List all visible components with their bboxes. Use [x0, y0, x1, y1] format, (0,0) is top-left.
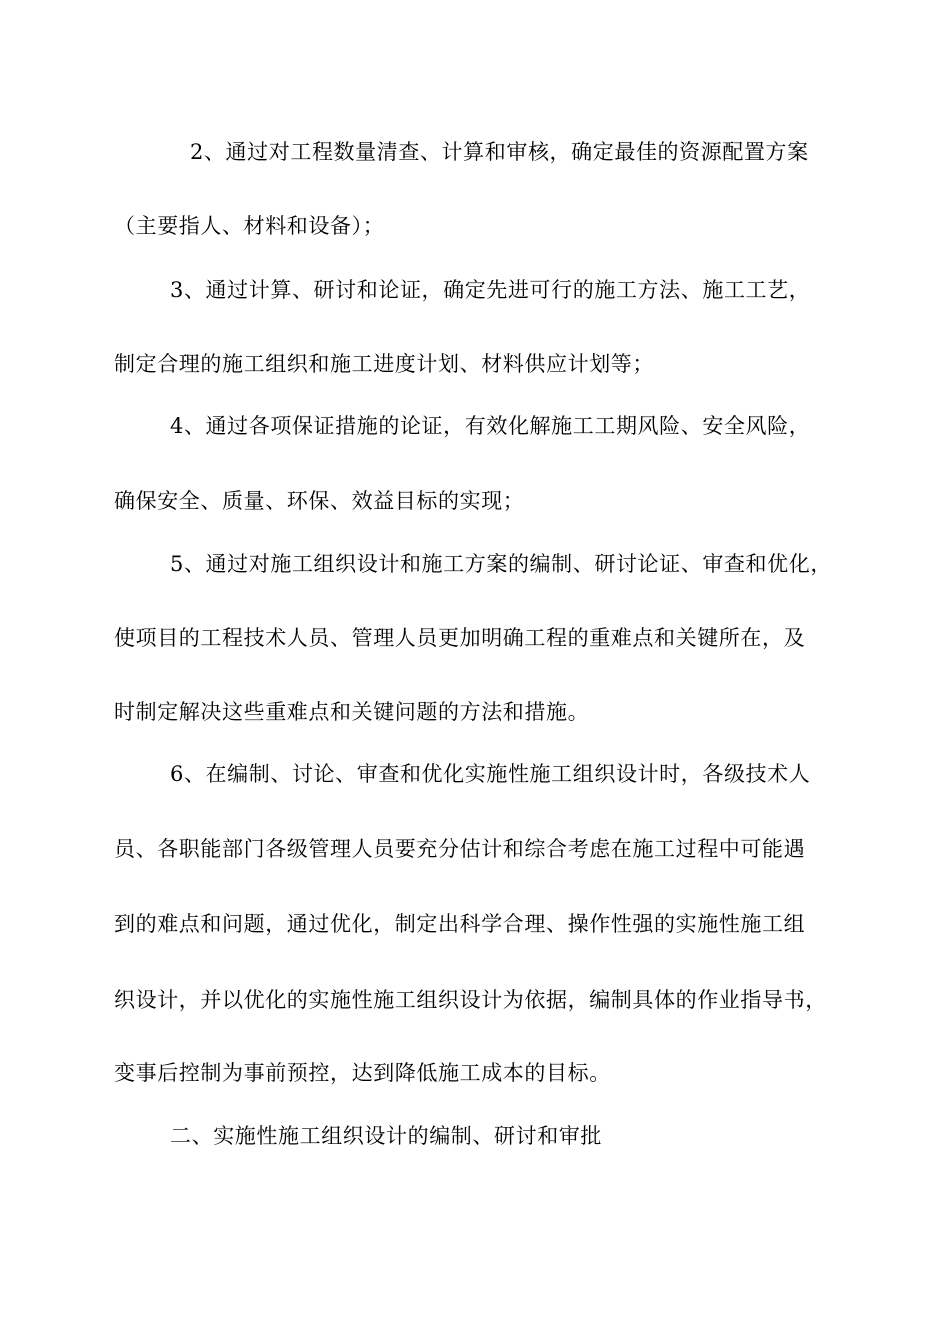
paragraph-5-line-1: 5、通过对施工组织设计和施工方案的编制、研讨论证、审查和优化， — [170, 552, 832, 576]
paragraph-6-line-3: 到的难点和问题，通过优化，制定出科学合理、操作性强的实施性施工组 — [114, 912, 806, 936]
paragraph-2-line-2: （主要指人、材料和设备）； — [114, 214, 385, 238]
paragraph-5-line-3: 时制定解决这些重难点和关键问题的方法和措施。 — [114, 700, 590, 724]
paragraph-5-line-2: 使项目的工程技术人员、管理人员更加明确工程的重难点和关键所在，及 — [114, 626, 806, 650]
paragraph-3-line-1: 3、通过计算、研讨和论证，确定先进可行的施工方法、施工工艺， — [170, 278, 811, 302]
paragraph-4-line-2: 确保安全、质量、环保、效益目标的实现； — [114, 489, 525, 513]
paragraph-4-line-1: 4、通过各项保证措施的论证，有效化解施工工期风险、安全风险， — [170, 414, 811, 438]
paragraph-3-line-2: 制定合理的施工组织和施工进度计划、材料供应计划等； — [114, 352, 654, 376]
paragraph-6-line-2: 员、各职能部门各级管理人员要充分估计和综合考虑在施工过程中可能遇 — [114, 837, 806, 861]
paragraph-6-line-1: 6、在编制、讨论、审查和优化实施性施工组织设计时，各级技术人 — [170, 762, 811, 786]
section-heading: 二、实施性施工组织设计的编制、研讨和审批 — [170, 1124, 602, 1148]
paragraph-6-line-4: 织设计，并以优化的实施性施工组织设计为依据，编制具体的作业指导书， — [114, 988, 827, 1012]
paragraph-6-line-5: 变事后控制为事前预控，达到降低施工成本的目标。 — [114, 1061, 611, 1085]
paragraph-2-line-1: 2、通过对工程数量清查、计算和审核，确定最佳的资源配置方案 — [190, 140, 809, 164]
